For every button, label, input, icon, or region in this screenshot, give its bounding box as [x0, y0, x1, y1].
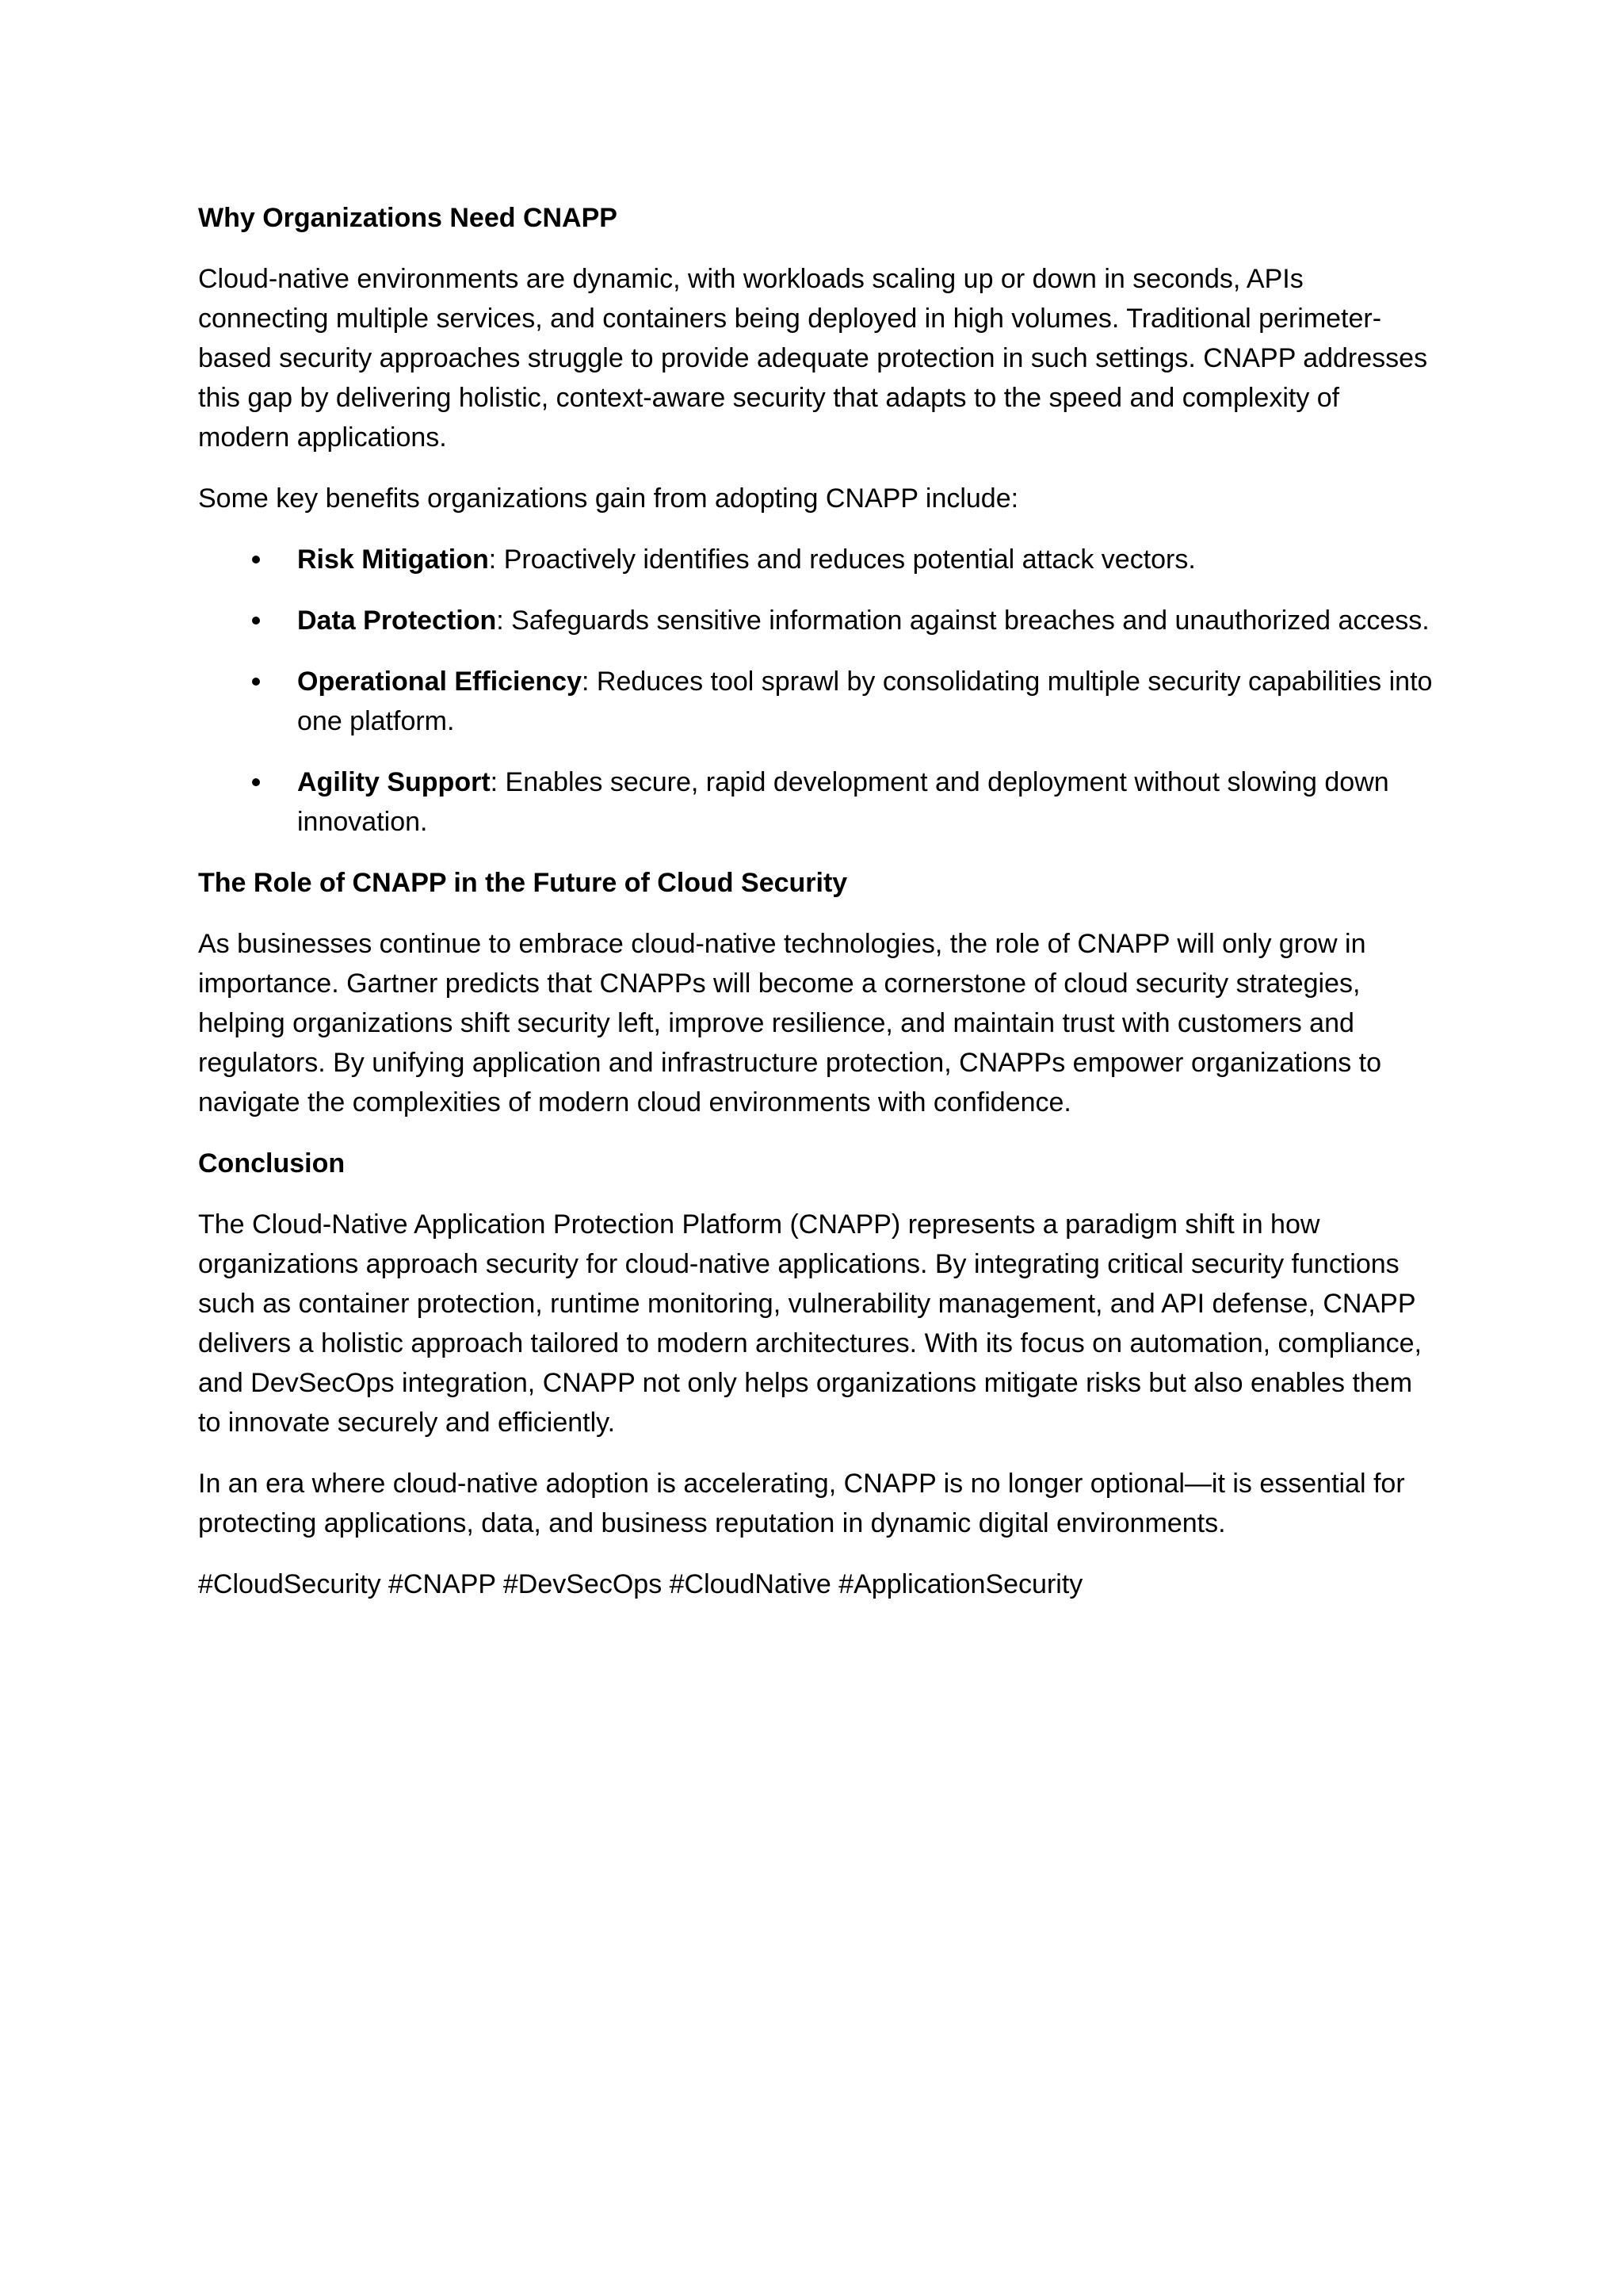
- benefit-text: : Proactively identifies and reduces potential attack vectors.: [488, 544, 1196, 575]
- benefit-text: : Reduces tool sprawl by consolidating multiple security capabilities into one platform.: [297, 667, 1433, 736]
- paragraph-conclusion-2: In an era where cloud-native adoption is accelerating, CNAPP is no longer optional—it is essential for protecting applications, data, and business reputation in dynamic digital environments.: [198, 1469, 1405, 1538]
- paragraph-future: As businesses continue to embrace cloud-native technologies, the role of CNAPP will only grow in importance. Gartner predicts that CNAPPs will become a cornerstone of cloud security strategies, helping organizations shift security left, improve resilience, and maintain trust with customers and regulators. By unifying application and infrastructure protection, CNAPPs empower organizations to navigate the complexities of modern cloud environments with confidence.: [198, 929, 1381, 1117]
- paragraph-benefits-intro: Some key benefits organizations gain from adopting CNAPP include:: [198, 483, 1019, 514]
- benefit-term: Operational Efficiency: [297, 667, 582, 697]
- heading-conclusion: Conclusion: [198, 1148, 346, 1179]
- heading-role-of-cnapp-future: The Role of CNAPP in the Future of Cloud Security: [198, 868, 848, 898]
- hashtags: #CloudSecurity #CNAPP #DevSecOps #CloudNative #ApplicationSecurity: [198, 1569, 1083, 1599]
- benefit-term: Data Protection: [297, 606, 497, 636]
- benefit-term: Agility Support: [297, 767, 491, 797]
- benefit-text: : Enables secure, rapid development and deployment without slowing down innovation.: [297, 767, 1389, 837]
- benefits-list: [198, 540, 1434, 842]
- document-page: [198, 198, 1434, 1626]
- paragraph-conclusion-1: The Cloud-Native Application Protection Platform (CNAPP) represents a paradigm shift in how organizations approach security for cloud-native applications. By integrating critical security functions such as container protection, runtime monitoring, vulnerability management, and API defense, CNAPP delivers a holistic approach tailored to modern architectures. With its focus on automation, compliance, and DevSecOps integration, CNAPP not only helps organizations mitigate risks but also enables them to innovate securely and efficiently.: [198, 1209, 1422, 1438]
- bullet-icon: [252, 678, 260, 686]
- bullet-icon: [252, 778, 260, 786]
- heading-why-organizations-need-cnapp: Why Organizations Need CNAPP: [198, 203, 617, 233]
- list-item: [198, 662, 1434, 741]
- benefit-term: Risk Mitigation: [297, 544, 489, 575]
- bullet-icon: [252, 556, 260, 563]
- list-item: [198, 601, 1434, 640]
- list-item: [198, 540, 1434, 579]
- bullet-icon: [252, 617, 260, 625]
- list-item: [198, 762, 1434, 842]
- paragraph-why-intro: Cloud-native environments are dynamic, with workloads scaling up or down in seconds, APIs connecting multiple services, and containers being deployed in high volumes. Traditional perimeter-based security approaches struggle to provide adequate protection in such settings. CNAPP addresses this gap by delivering holistic, context-aware security that adapts to the speed and complexity of modern applications.: [198, 264, 1428, 453]
- benefit-text: : Safeguards sensitive information against breaches and unauthorized access.: [496, 606, 1430, 636]
